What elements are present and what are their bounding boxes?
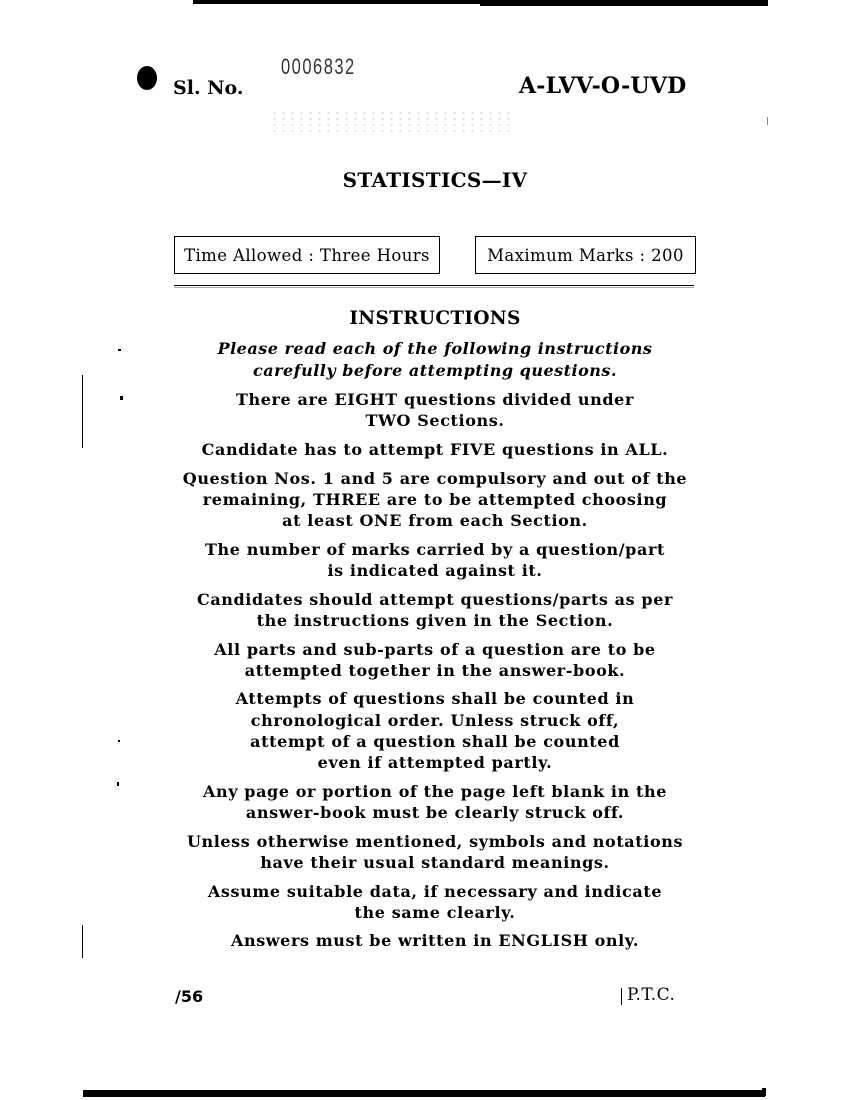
paper-code: A-LVV-O-UVD <box>519 73 687 99</box>
scan-bottom-border <box>83 1090 765 1097</box>
instruction-line: at least ONE from each Section. <box>282 511 588 531</box>
scan-speck <box>117 782 119 786</box>
instruction-line: The number of marks carried by a question/part <box>205 539 665 559</box>
please-turn-over: P.T.C. <box>627 985 676 1005</box>
instruction-line: Candidates should attempt questions/parts as per <box>196 589 674 609</box>
intro-line: carefully before attempting questions. <box>252 360 618 380</box>
scan-margin-line <box>82 375 83 448</box>
instruction-line: attempted together in the answer-book. <box>244 660 626 680</box>
instruction-line: even if attempted partly. <box>317 753 553 773</box>
instruction-item <box>170 781 700 823</box>
serial-number: 0006832 <box>281 54 356 79</box>
instruction-item <box>170 639 700 681</box>
instruction-line: Assume suitable data, if necessary and indicate <box>207 881 663 901</box>
instruction-line: Unless otherwise mentioned, symbols and notations <box>186 831 684 851</box>
scan-speck <box>118 740 120 742</box>
page-code: /56 <box>175 987 204 1006</box>
instruction-item <box>170 389 700 431</box>
maximum-marks-box <box>475 236 696 274</box>
time-allowed-text: Time Allowed : Three Hours <box>184 245 430 265</box>
instruction-line: chronological order. Unless struck off, <box>250 710 620 730</box>
instruction-line: remaining, THREE are to be attempted choosing <box>202 489 668 509</box>
instruction-line: Answers must be written in ENGLISH only. <box>230 931 640 951</box>
instructions-intro <box>170 338 700 381</box>
paper-title: STATISTICS—IV <box>342 168 528 192</box>
scan-speck <box>118 349 121 351</box>
ptc-bracket <box>621 988 622 1005</box>
instructions-heading: INSTRUCTIONS <box>349 308 521 329</box>
instruction-line: the same clearly. <box>354 902 516 922</box>
instruction-item <box>170 539 700 581</box>
instruction-line: Attempts of questions shall be counted in <box>235 689 635 709</box>
maximum-marks-text: Maximum Marks : 200 <box>487 245 684 265</box>
scan-margin-line <box>82 925 83 958</box>
instruction-line: answer-book must be clearly struck off. <box>245 802 625 822</box>
instruction-line: the instructions given in the Section. <box>256 610 614 630</box>
instructions-section <box>170 308 700 959</box>
scan-corner-mark <box>762 1088 766 1096</box>
divider-rule-shadow <box>174 287 694 288</box>
serial-label: Sl. No. <box>173 77 244 99</box>
instruction-line: TWO Sections. <box>365 411 505 431</box>
instruction-item <box>170 930 700 951</box>
divider-rule <box>174 285 694 286</box>
instruction-line: There are EIGHT questions divided under <box>236 390 634 409</box>
instruction-item <box>170 468 700 532</box>
scan-top-border-thick <box>480 0 768 6</box>
intro-line: Please read each of the following instructions <box>217 339 653 358</box>
scan-speck <box>120 396 123 400</box>
bullet-dot-icon <box>137 66 157 90</box>
barcode-smudge <box>270 110 510 132</box>
instruction-line: All parts and sub-parts of a question are to be <box>214 639 656 659</box>
instruction-item <box>170 439 700 460</box>
instruction-line: attempt of a question shall be counted <box>250 731 620 751</box>
instruction-line: is indicated against it. <box>327 560 543 580</box>
instruction-line: have their usual standard meanings. <box>260 852 610 872</box>
instruction-line: Question Nos. 1 and 5 are compulsory and out of the <box>182 468 688 488</box>
instruction-line: Any page or portion of the page left blank in the <box>202 781 667 801</box>
instruction-item <box>170 589 700 631</box>
margin-tick <box>767 117 768 125</box>
time-allowed-box <box>174 236 440 274</box>
instruction-item <box>170 688 700 773</box>
instruction-item <box>170 831 700 873</box>
instruction-item <box>170 881 700 923</box>
instruction-line: Candidate has to attempt FIVE questions in ALL. <box>201 439 669 459</box>
